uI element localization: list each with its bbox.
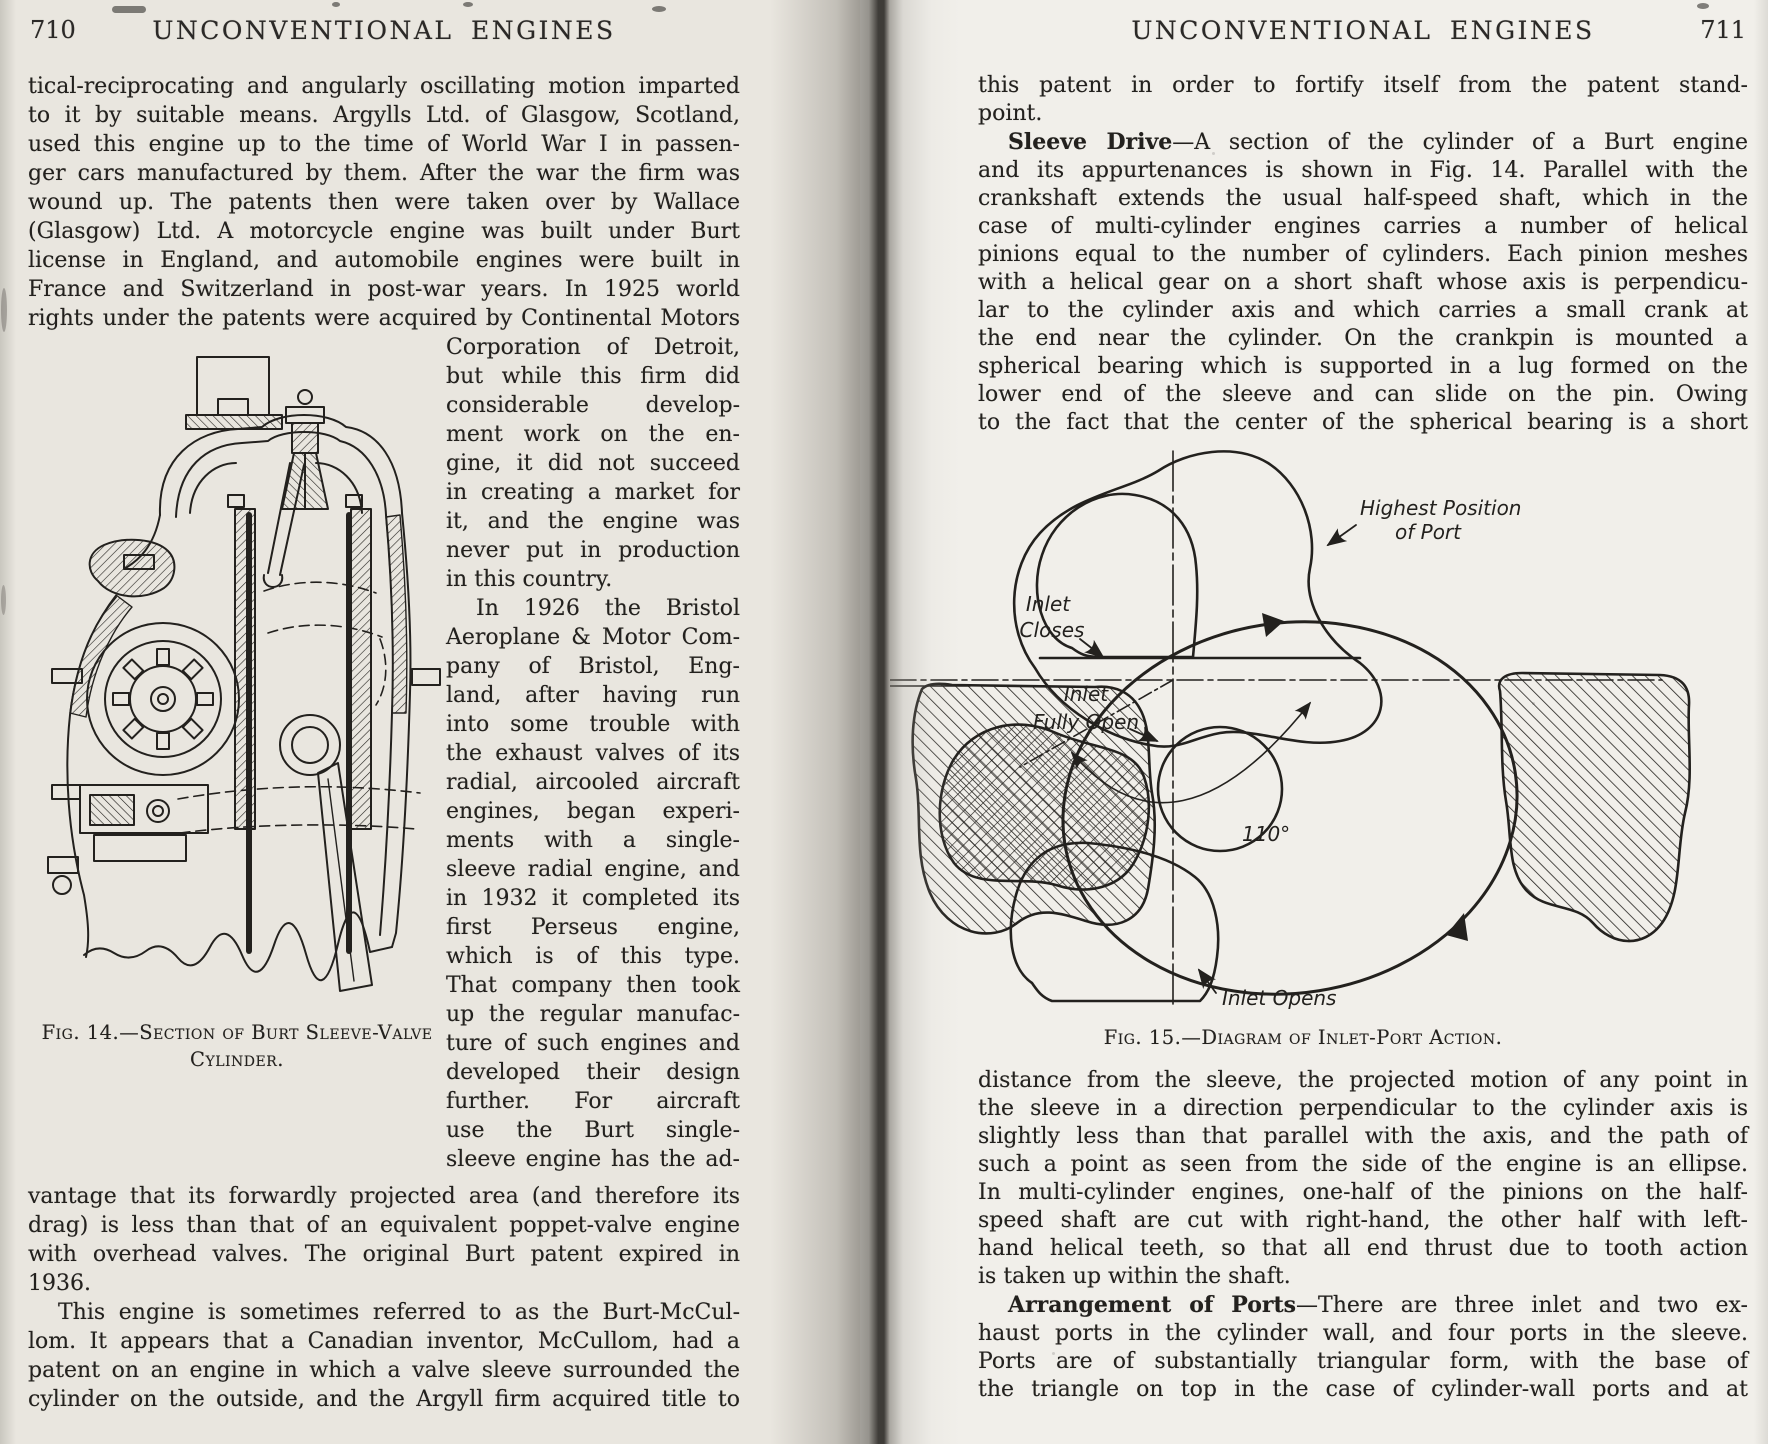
page-edge-shading-right: [1754, 0, 1768, 1444]
text-line: the sleeve in a direction perpendicular to the cylinder axis is: [978, 1096, 1748, 1121]
text-line: In 1926 the Bristol: [476, 596, 740, 621]
text-line: ment work on the en-: [446, 422, 740, 447]
label-inlet-closes-line2: Closes: [1019, 618, 1085, 642]
text-line: is taken up within the shaft.: [978, 1264, 1291, 1289]
text-line: spherical bearing which is supported in a lug formed on the: [978, 354, 1748, 379]
label-highest-position-line1: Highest Position: [1360, 496, 1522, 520]
text-line: use the Burt single-: [446, 1118, 740, 1143]
text-line: hand helical teeth, so that all end thrust due to tooth action: [978, 1236, 1748, 1261]
text-line: point.: [978, 101, 1043, 126]
hatched-port-right: [1499, 673, 1690, 941]
text-line: ments with a single-: [446, 828, 740, 853]
text-line: lom. It appears that a Canadian inventor, McCullom, had a: [28, 1329, 740, 1354]
text-line: distance from the sleeve, the projected motion of any point in: [978, 1068, 1748, 1093]
fig15-inlet-port-diagram: [890, 443, 1768, 1018]
timing-gear: [87, 623, 239, 775]
text-line: used this engine up to the time of World War I in passen-: [28, 132, 740, 157]
text-line: the exhaust valves of its: [446, 741, 740, 766]
text-line: in 1932 it completed its: [446, 886, 740, 911]
text-line: France and Switzerland in post-war years. In 1925 world: [28, 277, 740, 302]
interior-dashed-lines: [178, 582, 420, 833]
figure-and-column-row: [28, 333, 740, 1174]
text-line: with a helical gear on a short shaft whose axis is perpendicu-: [978, 270, 1748, 295]
text-line: but while this firm did: [446, 364, 740, 389]
text-line: ture of such engines and: [446, 1031, 740, 1056]
left-narrow-column: [446, 333, 740, 1174]
text-line: Aeroplane & Motor Com-: [446, 625, 740, 650]
text-line: into some trouble with: [446, 712, 740, 737]
text-line: pany of Bristol, Eng-: [446, 654, 740, 679]
text-line: (Glasgow) Ltd. A motorcycle engine was built under Burt: [28, 219, 740, 244]
text-line: Ports are of substantially triangular form, with the base of: [978, 1349, 1748, 1374]
running-title-left: UNCONVENTIONAL ENGINES: [152, 16, 616, 45]
exhaust-lug: [90, 540, 175, 597]
right-paragraph-1: [978, 72, 1748, 437]
right-page-content: [978, 0, 1748, 1404]
text-line: case of multi-cylinder engines carries a number of helical: [978, 214, 1748, 239]
text-line: further. For aircraft: [446, 1089, 740, 1114]
text-line: never put in production: [446, 538, 740, 563]
text-line: sleeve engine has the ad-: [446, 1147, 740, 1172]
figure-14-caption: [28, 1019, 446, 1073]
text-line: crankshaft extends the usual half-speed shaft, which in the: [978, 186, 1748, 211]
text-line: gine, it did not succeed: [446, 451, 740, 476]
figure-14: [28, 333, 446, 1174]
text-line: ger cars manufactured by them. After the war the firm was: [28, 161, 740, 186]
page-number-left: 710: [30, 16, 76, 44]
text-line: considerable develop-: [446, 393, 740, 418]
text-line: That company then took: [446, 973, 740, 998]
label-inlet-closes-line1: Inlet: [1025, 592, 1071, 616]
figure-15-caption: Fig. 15.—Diagram of Inlet-Port Action.: [1103, 1026, 1503, 1049]
fig14-engine-section-drawing: [28, 333, 446, 1005]
label-highest-position-line2: of Port: [1395, 520, 1461, 544]
text-line: tical-reciprocating and angularly oscillating motion imparted: [28, 74, 740, 99]
label-inlet-fully-open-line1: Inlet: [1063, 682, 1109, 706]
text-line: sleeve radial engine, and: [446, 857, 740, 882]
intake-stack: [186, 357, 282, 429]
text-line: to it by suitable means. Argylls Ltd. of Glasgow, Scotland,: [28, 103, 740, 128]
text-line: the end near the cylinder. On the crankpin is mounted a: [978, 326, 1748, 351]
right-paragraph-2: [978, 1067, 1748, 1404]
text-line: vantage that its forwardly projected area (and therefore its: [28, 1184, 740, 1209]
cylinder-head-dome: [160, 415, 402, 517]
text-line: land, after having run: [446, 683, 740, 708]
text-line: first Perseus engine,: [446, 915, 740, 940]
running-title-right: UNCONVENTIONAL ENGINES: [1131, 16, 1595, 45]
figure-14-caption-line2: Cylinder.: [190, 1048, 284, 1071]
label-inlet-opens: Inlet Opens: [1222, 986, 1337, 1010]
text-line: 1936.: [28, 1271, 91, 1296]
text-line: lar to the cylinder axis and which carries a small crank at: [978, 298, 1748, 323]
text-line: this patent in order to fortify itself from the patent stand-: [978, 73, 1748, 98]
left-paragraph-1: [28, 72, 740, 333]
page-number-right: 711: [1700, 16, 1746, 44]
page-edge-shading-left: [0, 0, 16, 1444]
text-line: Corporation of Detroit,: [446, 335, 740, 360]
figure-15: [890, 443, 1768, 1018]
text-line: the triangle on top in the case of cylinder-wall ports and at: [978, 1377, 1748, 1402]
text-line: pinions equal to the number of cylinders. Each pinion meshes: [978, 242, 1748, 267]
text-line: to the fact that the center of the spherical bearing is a short: [978, 410, 1748, 435]
text-line: patent on an engine in which a valve sleeve surrounded the: [28, 1358, 740, 1383]
text-line: engines, began experi-: [446, 799, 740, 824]
text-line: in this country.: [446, 567, 613, 592]
text-line: it, and the engine was: [446, 509, 740, 534]
text-line: Arrangement of Ports—There are three inlet and two ex-: [1008, 1292, 1748, 1318]
text-line: speed shaft are cut with right-hand, the other half with left-: [978, 1208, 1748, 1233]
text-line: lower end of the sleeve and can slide on the pin. Owing: [978, 382, 1748, 407]
text-line: This engine is sometimes referred to as the Burt-McCul-: [58, 1300, 740, 1325]
text-line: Sleeve Drive—A section of the cylinder of a Burt engine: [1008, 129, 1748, 155]
label-angle-110: 110°: [1242, 822, 1291, 846]
text-line: haust ports in the cylinder wall, and four ports in the sleeve.: [978, 1321, 1748, 1346]
left-page-header: [28, 0, 740, 72]
figure-14-caption-line1: Fig. 14.—Section of Burt Sleeve-Valve: [41, 1021, 433, 1044]
text-line: cylinder on the outside, and the Argyll firm acquired title to: [28, 1387, 740, 1412]
text-line: up the regular manufac-: [446, 1002, 740, 1027]
port-outline-inlet-closes: [1037, 494, 1360, 658]
text-line: which is of this type.: [446, 944, 740, 969]
text-line: radial, aircooled aircraft: [446, 770, 740, 795]
text-line: In multi-cylinder engines, one-half of the pinions on the half-: [978, 1180, 1748, 1205]
ellipse-direction-arrow-top: [1262, 613, 1284, 637]
left-page-content: [28, 0, 740, 1414]
text-line: drag) is less than that of an equivalent poppet-valve engine: [28, 1213, 740, 1238]
text-line: license in England, and automobile engines were built in: [28, 248, 740, 273]
left-paragraph-3: [28, 1298, 740, 1414]
text-line: in creating a market for: [446, 480, 740, 505]
text-line: such a point as seen from the side of the engine is an ellipse.: [978, 1152, 1748, 1177]
right-page-header: [978, 0, 1748, 72]
left-paragraph-2: [28, 1182, 740, 1298]
text-line: rights under the patents were acquired by Continental Motors: [28, 306, 740, 331]
label-inlet-fully-open-line2: Fully Open: [1032, 710, 1140, 734]
text-line: slightly less than that parallel with the axis, and the path of: [978, 1124, 1748, 1149]
text-line: wound up. The patents then were taken over by Wallace: [28, 190, 740, 215]
text-line: developed their design: [446, 1060, 740, 1085]
text-line: and its appurtenances is shown in Fig. 14. Parallel with the: [978, 158, 1748, 183]
text-line: with overhead valves. The original Burt patent expired in: [28, 1242, 740, 1267]
spark-plug: [282, 390, 328, 509]
